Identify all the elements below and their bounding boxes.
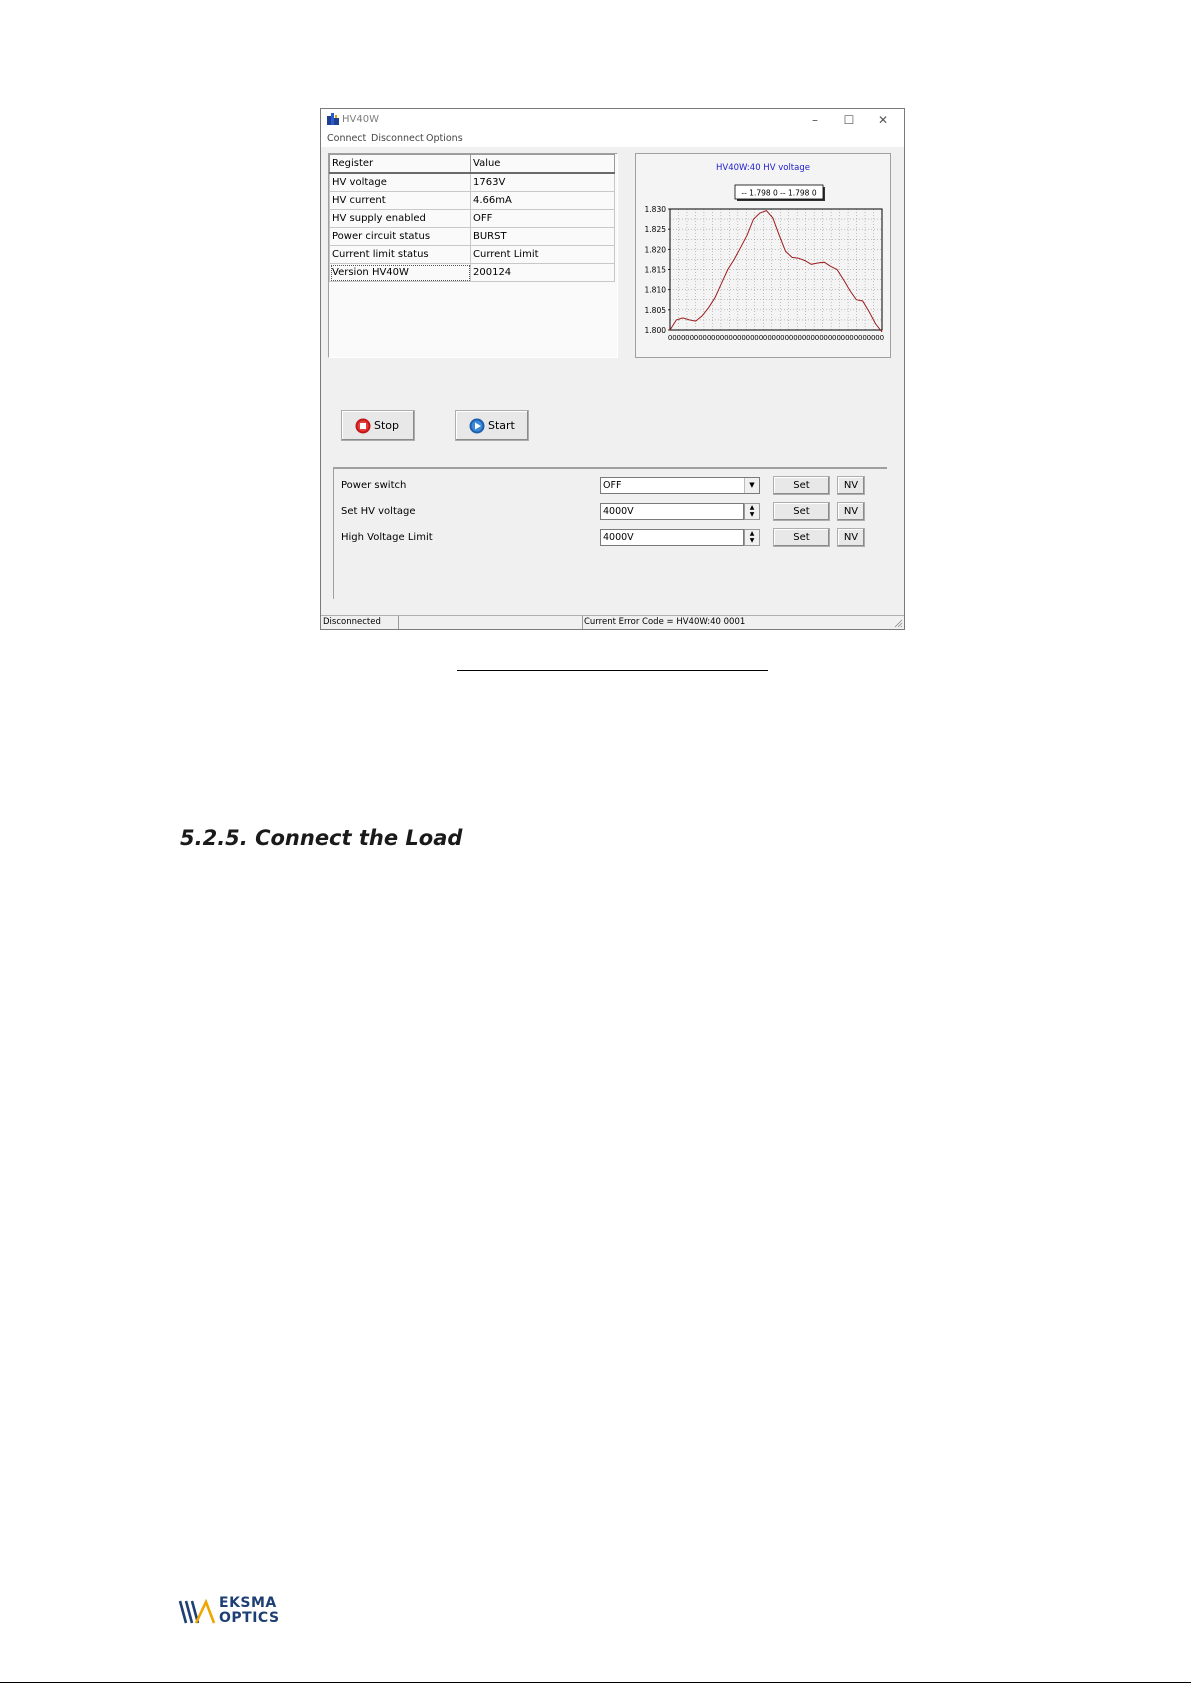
logo-text-line1: EKSMA [219, 1595, 277, 1611]
chart-title: HV40W:40 HV voltage [716, 163, 810, 173]
x-tick-label: 00 [693, 334, 703, 342]
power-switch-value: OFF [603, 480, 622, 491]
series-line [670, 211, 882, 332]
x-tick-label: 00 [754, 334, 764, 342]
x-tick-label: 00 [702, 334, 712, 342]
x-tick-label: 00 [806, 334, 816, 342]
x-tick-label: 00 [866, 334, 876, 342]
maximize-button[interactable]: ☐ [843, 113, 855, 127]
resize-grip-icon[interactable] [894, 619, 903, 628]
set-hv-voltage-label: Set HV voltage [341, 506, 416, 517]
register-value: OFF [471, 210, 615, 228]
high-voltage-limit-label: High Voltage Limit [341, 532, 433, 543]
y-tick-label: 1.820 [644, 245, 666, 255]
register-name: HV supply enabled [330, 210, 471, 228]
register-value: 1763V [471, 173, 615, 192]
register-name: HV voltage [330, 173, 471, 192]
high-voltage-limit-input[interactable]: 4000V [600, 529, 744, 546]
register-panel [328, 153, 618, 358]
x-tick-label: 00 [762, 334, 772, 342]
spin-up-icon[interactable]: ▲ [749, 530, 755, 537]
voltage-chart [636, 154, 890, 357]
y-tick-label: 1.810 [644, 285, 666, 295]
set-hv-voltage-spinner[interactable] [744, 503, 760, 520]
set-hv-voltage-input[interactable]: 4000V [600, 503, 744, 520]
menu-options[interactable]: Options [426, 133, 463, 144]
y-tick-label: 1.800 [644, 326, 666, 335]
page-bottom-rule [0, 1682, 1191, 1683]
error-code-status: Current Error Code = HV40W:40 0001 [584, 617, 746, 627]
y-tick-label: 1.805 [644, 305, 666, 315]
x-tick-label: 00 [849, 334, 859, 342]
y-tick-label: 1.830 [644, 205, 666, 214]
power-switch-label: Power switch [341, 480, 407, 491]
connection-status: Disconnected [323, 617, 381, 627]
set-hv-voltage-nv-button[interactable]: NV [837, 502, 865, 521]
table-row[interactable] [330, 173, 615, 192]
control-panel [333, 467, 887, 599]
start-label: Start [488, 419, 515, 432]
register-value: BURST [471, 228, 615, 246]
x-tick-label: 00 [736, 334, 746, 342]
spin-up-icon[interactable]: ▲ [749, 504, 755, 511]
table-row[interactable] [330, 228, 615, 246]
title-bar [321, 109, 904, 131]
status-divider [582, 616, 583, 629]
table-row[interactable] [330, 246, 615, 264]
register-name: Current limit status [330, 246, 471, 264]
x-tick-label: 00 [728, 334, 738, 342]
menu-bar [321, 131, 904, 147]
table-row[interactable] [330, 264, 615, 282]
x-tick-label: 00 [685, 334, 695, 342]
power-switch-nv-button[interactable]: NV [837, 476, 865, 495]
hv40w-window [320, 108, 905, 630]
x-tick-label: 00 [771, 334, 781, 342]
column-header-value[interactable]: Value [471, 155, 615, 174]
x-tick-label: 00 [797, 334, 807, 342]
register-value: Current Limit [471, 246, 615, 264]
register-name: HV current [330, 192, 471, 210]
column-header-register[interactable]: Register [330, 155, 471, 174]
logo-text-line2: OPTICS [219, 1610, 280, 1626]
menu-connect[interactable]: Connect [327, 133, 367, 144]
set-hv-voltage-set-button[interactable]: Set [773, 502, 830, 521]
register-name: Version HV40W [330, 264, 471, 282]
status-divider [398, 616, 399, 629]
stop-button[interactable] [341, 410, 415, 441]
chart-legend: -- 1.798 0 -- 1.798 0 [741, 188, 817, 198]
stop-label: Stop [374, 419, 400, 432]
high-voltage-limit-set-button[interactable]: Set [773, 528, 830, 547]
high-voltage-limit-nv-button[interactable]: NV [837, 528, 865, 547]
start-button[interactable] [455, 410, 529, 441]
x-tick-label: 00 [719, 334, 729, 342]
menu-disconnect[interactable]: Disconnect [371, 133, 424, 144]
logo-mark-icon [178, 1599, 216, 1625]
register-name: Power circuit status [330, 228, 471, 246]
section-heading: 5.2.5. Connect the Load [180, 826, 463, 850]
y-tick-label: 1.825 [644, 225, 666, 235]
close-button[interactable]: ✕ [877, 113, 889, 127]
register-table [329, 154, 615, 282]
power-switch-set-button[interactable]: Set [773, 476, 830, 495]
spin-down-icon[interactable]: ▼ [749, 511, 755, 518]
x-tick-label: 00 [823, 334, 833, 342]
window-title: HV40W [342, 114, 379, 125]
eksma-optics-logo [178, 1595, 278, 1627]
table-row[interactable] [330, 210, 615, 228]
x-tick-label: 00 [857, 334, 867, 342]
high-voltage-limit-spinner[interactable] [744, 529, 760, 546]
caption-underline [457, 670, 768, 671]
status-bar [321, 615, 904, 629]
power-switch-select[interactable] [600, 477, 760, 494]
chevron-down-icon[interactable]: ▼ [744, 478, 759, 493]
x-tick-label: 00 [788, 334, 798, 342]
x-tick-label: 00 [711, 334, 720, 342]
x-tick-label: 00 [745, 334, 755, 342]
voltage-chart-panel [635, 153, 891, 358]
register-value: 200124 [471, 264, 615, 282]
x-tick-label: 00 [832, 334, 841, 342]
x-tick-label: 00 [667, 334, 677, 342]
x-tick-label: 00 [875, 334, 885, 342]
spin-down-icon[interactable]: ▼ [749, 537, 755, 544]
stop-icon [355, 418, 371, 434]
x-tick-label: 00 [780, 334, 790, 342]
play-icon [469, 418, 485, 434]
x-tick-label: 00 [676, 334, 686, 342]
minimize-button[interactable]: – [812, 113, 818, 127]
register-value: 4.66mA [471, 192, 615, 210]
x-tick-label: 00 [814, 334, 824, 342]
x-tick-label: 00 [840, 334, 850, 342]
table-row[interactable] [330, 192, 615, 210]
y-tick-label: 1.815 [644, 265, 666, 275]
table-header-row [330, 155, 615, 174]
app-icon [327, 113, 339, 125]
